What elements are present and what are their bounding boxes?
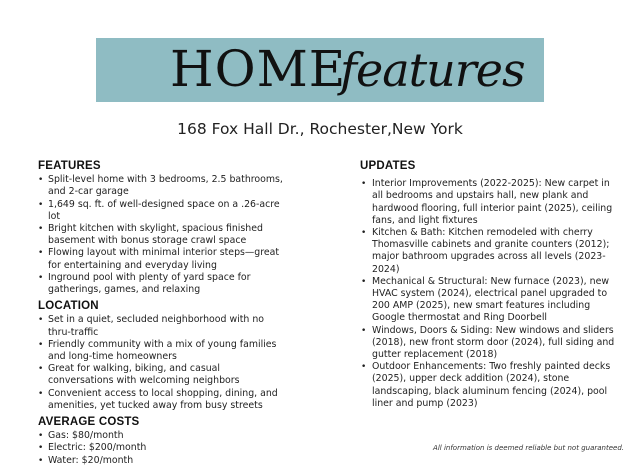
location-item: • Set in a quiet, secluded neighborhood with no thru-traffic	[38, 314, 288, 338]
costs-list	[38, 430, 288, 467]
property-address: 168 Fox Hall Dr., Rochester,New York	[177, 120, 463, 138]
updates-list	[360, 178, 622, 410]
banner-title-home: HOME	[170, 40, 347, 98]
location-heading: LOCATION	[38, 300, 99, 313]
location-item: • Convenient access to local shopping, dining, and amenities, yet tucked away from busy streets	[38, 388, 288, 412]
updates-item: • Kitchen & Bath: Kitchen remodeled with cherry Thomasville cabinets and granite counters (2012); major bathroom upgrades across all levels (2023-2024)	[360, 227, 622, 276]
costs-item: • Gas: $80/month	[38, 430, 288, 442]
updates-heading: UPDATES	[360, 160, 416, 172]
updates-item: • Mechanical & Structural: New furnace (2023), new HVAC system (2024), electrical panel upgraded to 200 AMP (2025), new smart features including Google thermostat and Ring Doorbell	[360, 276, 622, 325]
location-section	[38, 300, 288, 412]
features-item: • 1,649 sq. ft. of well-designed space on a .26-acre lot	[38, 199, 288, 223]
features-section	[38, 160, 288, 296]
costs-heading: AVERAGE COSTS	[38, 416, 140, 429]
banner-title-features: features	[340, 43, 525, 97]
features-list	[38, 174, 288, 296]
features-item: • Inground pool with plenty of yard space for gatherings, games, and relaxing	[38, 272, 288, 296]
right-column	[360, 160, 622, 410]
costs-item: • Electric: $200/month	[38, 442, 288, 454]
features-item: • Split-level home with 3 bedrooms, 2.5 bathrooms, and 2-car garage	[38, 174, 288, 198]
location-list	[38, 314, 288, 412]
features-item: • Bright kitchen with skylight, spacious finished basement with bonus storage crawl space	[38, 223, 288, 247]
location-item: • Friendly community with a mix of young families and long-time homeowners	[38, 339, 288, 363]
costs-section	[38, 416, 288, 467]
features-heading: FEATURES	[38, 160, 101, 172]
updates-item: • Outdoor Enhancements: Two freshly painted decks (2025), upper deck addition (2024), stone landscaping, black aluminum fencing (2024), pool liner and pump (2023)	[360, 361, 622, 410]
updates-item: • Interior Improvements (2022-2025): New carpet in all bedrooms and upstairs hall, new plank and hardwood flooring, full interior paint (2025), ceiling fans, and light fixtures	[360, 178, 622, 227]
updates-item: • Windows, Doors & Siding: New windows and sliders (2018), new front storm door (2024), full siding and gutter replacement (2018)	[360, 325, 622, 362]
disclaimer-note: All information is deemed reliable but not guaranteed.	[433, 444, 624, 452]
left-column	[38, 160, 288, 471]
location-item: • Great for walking, biking, and casual conversations with welcoming neighbors	[38, 363, 288, 387]
costs-item: • Water: $20/month	[38, 455, 288, 467]
features-item: • Flowing layout with minimal interior steps—great for entertaining and everyday living	[38, 247, 288, 271]
